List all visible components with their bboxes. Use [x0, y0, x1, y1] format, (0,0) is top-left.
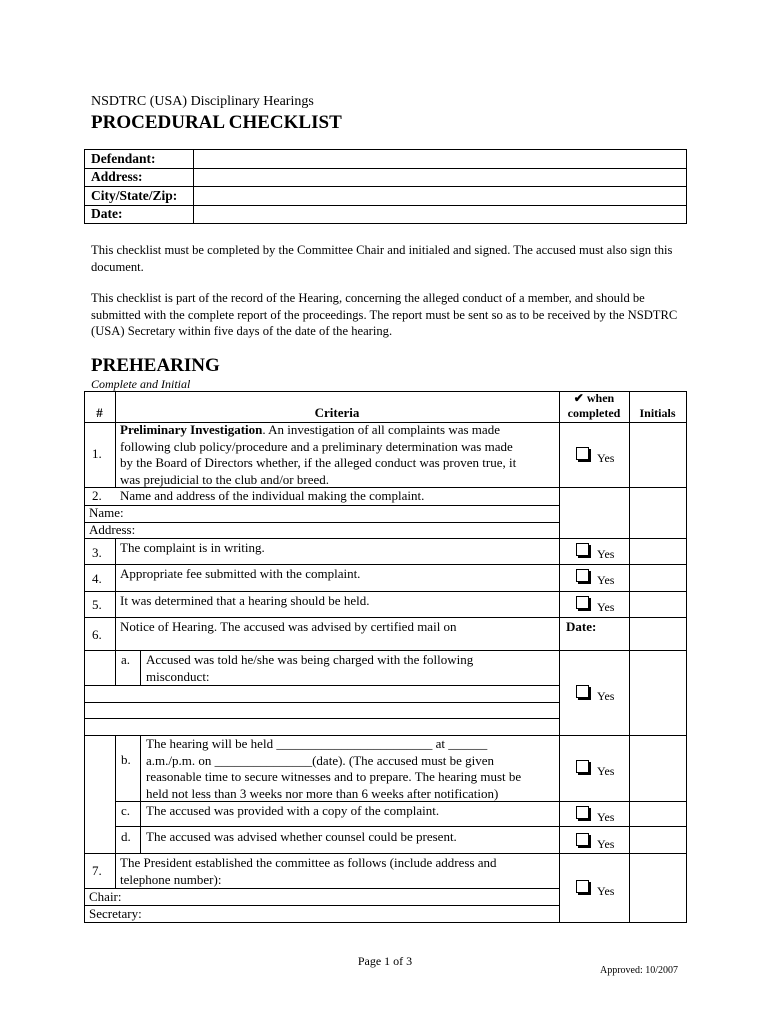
row-7-criteria — [120, 855, 556, 888]
document-title: PROCEDURAL CHECKLIST — [91, 112, 342, 133]
header-check-line2: completed — [567, 405, 621, 420]
row-3-text: The complaint is in writing. — [120, 540, 265, 555]
row-6c-text: The accused was provided with a copy of the complaint. — [146, 803, 440, 818]
row-1-text-4: was prejudicial to the club and/or breed. — [120, 471, 330, 487]
row-7-number: 7. — [92, 863, 102, 878]
row-6b-text-4: held not less than 3 weeks nor more than 6 weeks after notification) — [146, 785, 499, 801]
row-7-yes: Yes — [597, 884, 615, 898]
row-6b-yes: Yes — [597, 764, 615, 778]
row-7-checkbox[interactable] — [576, 880, 589, 893]
defendant-field[interactable] — [195, 150, 685, 167]
row-3-number: 3. — [92, 545, 102, 560]
row-1-criteria — [120, 422, 556, 488]
row-1-number: 1. — [92, 446, 102, 461]
row-5-checkbox[interactable] — [576, 596, 589, 609]
row-6-text: Notice of Hearing. The accused was advised by certified mail on — [120, 619, 457, 634]
instructions-paragraph: This checklist must be completed by the Committee Chair and initialed and signed. The accused must also sign this document. — [91, 243, 673, 274]
row-6b-checkbox[interactable] — [576, 760, 589, 773]
row-4-number: 4. — [92, 571, 102, 586]
row-3-yes: Yes — [597, 547, 615, 561]
row-3-checkbox[interactable] — [576, 543, 589, 556]
row-6b-text-2: a.m./p.m. on _______________(date). (The accused must be given — [146, 752, 495, 768]
row-6b-criteria — [146, 736, 556, 802]
row-6c-yes: Yes — [597, 810, 615, 824]
address-label: Address: — [91, 169, 143, 184]
record-paragraph: This checklist is part of the record of the Hearing, concerning the alleged conduct of a member, and should be submitted with the complete report of the proceedings. The report must be sent so as to be received by the NSDTRC (USA) Secretary within five days of the date of the hearing. — [91, 291, 678, 338]
row-1-text-3: by the Board of Directors whether, if the alleged conduct was proven true, it — [120, 455, 517, 470]
city-state-zip-label: City/State/Zip: — [91, 188, 178, 203]
date-label: Date: — [91, 206, 123, 221]
row-6a-text-2: misconduct: — [146, 668, 210, 684]
complainant-address-label: Address: — [89, 522, 136, 537]
row-6d-checkbox[interactable] — [576, 833, 589, 846]
row-6b-text-3: reasonable time to secure witnesses and to prepare. The hearing must be — [146, 769, 522, 784]
row-6d-text: The accused was advised whether counsel could be present. — [146, 829, 457, 844]
row-6c-letter: c. — [121, 803, 131, 818]
row-6d-letter: d. — [121, 829, 131, 844]
row-6d-yes: Yes — [597, 837, 615, 851]
row-1-text-1: . An investigation of all complaints was made — [262, 422, 500, 437]
row-4-text: Appropriate fee submitted with the complaint. — [120, 566, 361, 581]
complainant-name-label: Name: — [89, 505, 124, 520]
approval-date: Approved: 10/2007 — [600, 965, 679, 976]
row-7-text-2: telephone number): — [120, 871, 222, 887]
section-subtitle: Complete and Initial — [91, 377, 191, 391]
header-criteria: Criteria — [314, 405, 360, 420]
row-6a-criteria — [146, 652, 556, 685]
row-5-text: It was determined that a hearing should be held. — [120, 593, 370, 608]
row-2-number: 2. — [92, 488, 102, 503]
header-check-line1: ✔ when — [573, 391, 615, 405]
row-6b-letter: b. — [121, 752, 131, 767]
date-field[interactable] — [195, 206, 685, 222]
row-6c-checkbox[interactable] — [576, 806, 589, 819]
section-title: PREHEARING — [91, 355, 220, 376]
committee-chair-label: Chair: — [89, 889, 122, 904]
header-check — [559, 391, 629, 420]
row-6a-checkbox[interactable] — [576, 685, 589, 698]
address-field[interactable] — [195, 169, 685, 185]
row-4-checkbox[interactable] — [576, 569, 589, 582]
row-1-yes: Yes — [597, 451, 615, 465]
row-6b-text-1: The hearing will be held ________________________ at ______ — [146, 736, 488, 751]
row-5-number: 5. — [92, 597, 102, 612]
header-number: # — [96, 405, 103, 420]
committee-secretary-label: Secretary: — [89, 906, 142, 921]
row-1-text-2: following club policy/procedure and a preliminary determination was made — [120, 438, 513, 454]
row-6-number: 6. — [92, 627, 102, 642]
city-state-zip-field[interactable] — [195, 187, 685, 204]
row-5-yes: Yes — [597, 600, 615, 614]
row-6a-yes: Yes — [597, 689, 615, 703]
row-2-text: Name and address of the individual making the complaint. — [120, 488, 425, 503]
header-initials: Initials — [639, 406, 676, 420]
document-org: NSDTRC (USA) Disciplinary Hearings — [91, 94, 314, 109]
row-6a-letter: a. — [121, 652, 131, 667]
page-number: Page 1 of 3 — [357, 954, 413, 968]
row-4-yes: Yes — [597, 573, 615, 587]
row-1-heading: Preliminary Investigation — [120, 422, 263, 437]
row-6-date-label: Date: — [566, 619, 597, 634]
row-6a-text-1: Accused was told he/she was being charged with the following — [146, 652, 474, 667]
row-1-checkbox[interactable] — [576, 447, 589, 460]
row-7-text-1: The President established the committee as follows (include address and — [120, 855, 497, 870]
defendant-label: Defendant: — [91, 151, 156, 166]
